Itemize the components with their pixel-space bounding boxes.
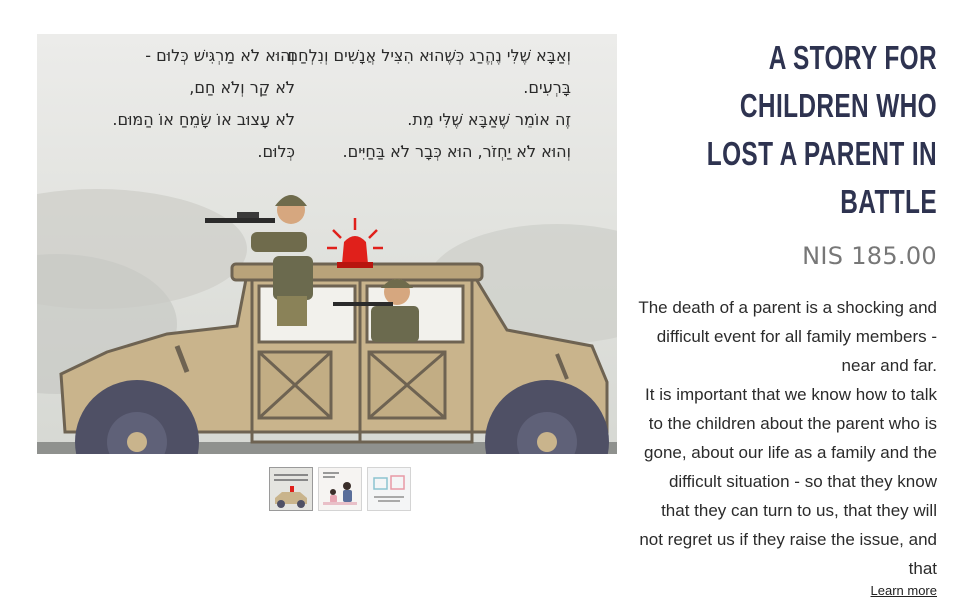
description-paragraph: It is important that we know how to talk to the children about the parent who is gone, about our life as a family and the difficult situation - so that they know that they can turn to us, that they will not regret us if they raise the issue, and that: [639, 385, 937, 578]
verse-line: לֹא קַר וְלֹא חַם,: [189, 78, 295, 97]
learn-more-link[interactable]: Learn more: [870, 583, 937, 598]
thumbnail-strip: [269, 467, 411, 511]
verse-line: זֶה אוֹמֵר שֶׁאַבָּא שֶׁלִּי מֵת.: [407, 110, 571, 129]
product-gallery: [37, 34, 617, 454]
product-info-panel: [637, 34, 937, 598]
verse-line: לֹא עָצוּב אוֹ שָׂמֵחַ אוֹ הַמּוּם.: [112, 110, 295, 129]
verse-line: וְהוּא לֹא יַחְזֹר, הוּא כְּבָר לֹא בַּחַיִּים.: [342, 142, 571, 161]
thumbnail-frames-scene[interactable]: [367, 467, 411, 511]
product-title-line-2: LOST A PARENT IN BATTLE: [706, 135, 937, 220]
poem-verse-left: [112, 40, 295, 168]
main-product-image[interactable]: [37, 34, 617, 454]
humvee-thumbnail-image: [270, 468, 312, 510]
verse-line: וְאַבָּא שֶׁלִּי נֶהֱרַג כְּשֶׁהוּא הִצִּיל אֲנָשִׁים וְנִלְחַם: [287, 46, 571, 65]
verse-line: בָּרְעִים.: [523, 78, 571, 97]
thumbnail-family-scene[interactable]: [318, 467, 362, 511]
product-title: [634, 34, 937, 226]
description-paragraph: The death of a parent is a shocking and difficult event for all family members - near and far.: [638, 298, 937, 375]
poem-verse-right: [288, 40, 572, 168]
product-price: NIS 185.00: [802, 242, 937, 270]
frames-thumbnail-image: [368, 468, 410, 510]
verse-line: כְּלוּם.: [257, 142, 295, 161]
thumbnail-humvee-scene[interactable]: [269, 467, 313, 511]
product-title-line-1: A STORY FOR CHILDREN WHO: [739, 39, 937, 124]
product-description: [637, 293, 937, 583]
family-thumbnail-image: [319, 468, 361, 510]
verse-line: וְהוּא לֹא מַרְגִּישׁ כְּלוּם -: [145, 46, 295, 65]
